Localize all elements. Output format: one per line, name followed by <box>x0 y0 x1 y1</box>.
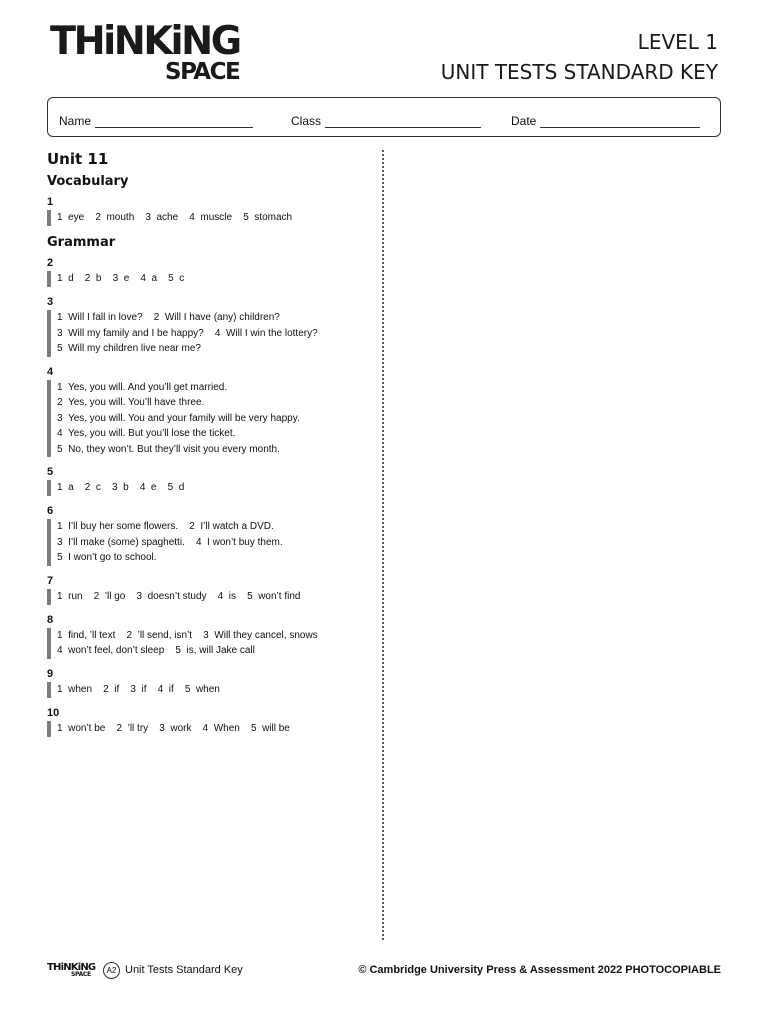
answer-line: 4 won’t feel, don’t sleep 5 is, will Jake call <box>57 645 255 656</box>
answer-list <box>47 310 367 357</box>
answer-line: 1 Will I fall in love? 2 Will I have (any) children? <box>57 312 280 323</box>
answer-list <box>47 589 367 605</box>
question-block <box>47 575 367 605</box>
answer-line: 5 No, they won’t. But they’ll visit you every month. <box>57 443 280 455</box>
answer-line: 1 Yes, you will. And you’ll get married. <box>57 381 228 393</box>
question-block <box>47 196 367 226</box>
header-titles <box>441 28 718 88</box>
answer-key-column <box>47 150 367 746</box>
answer-line: 1 run 2 ’ll go 3 doesn’t study 4 is 5 won’t find <box>57 590 301 602</box>
copyright-notice: © Cambridge University Press & Assessment 2022 PHOTOCOPIABLE <box>358 964 721 976</box>
answer-list <box>47 210 367 226</box>
logo-wordmark-top: THiNKiNG <box>50 19 240 64</box>
grammar-heading: Grammar <box>47 235 116 250</box>
logo-wordmark-bottom: SPACE <box>165 59 240 85</box>
answer-list <box>47 480 367 496</box>
answer-line: 1 find, ’ll text 2 ’ll send, isn’t 3 Will they cancel, snows <box>57 629 318 641</box>
question-block <box>47 505 367 566</box>
question-number: 6 <box>47 505 54 517</box>
answer-line: 1 a 2 c 3 b 4 e 5 d <box>57 482 185 493</box>
answer-line: 1 when 2 if 3 if 4 if 5 when <box>57 683 220 695</box>
column-divider <box>382 150 384 940</box>
question-number: 8 <box>47 613 54 626</box>
level-badge: A2 <box>103 962 120 979</box>
answer-line: 2 Yes, you will. You’ll have three. <box>57 397 205 408</box>
question-block <box>47 668 367 698</box>
answer-line: 1 won’t be 2 ’ll try 3 work 4 When 5 will be <box>57 722 290 734</box>
question-number: 10 <box>47 706 60 719</box>
question-number: 1 <box>47 196 54 208</box>
answer-list <box>47 721 367 737</box>
answer-list <box>47 628 367 659</box>
date-field[interactable] <box>511 114 700 128</box>
name-line[interactable] <box>95 116 253 128</box>
page-footer <box>47 962 721 980</box>
answer-list <box>47 380 367 458</box>
name-label: Name <box>59 114 92 128</box>
answer-line: 1 eye 2 mouth 3 ache 4 muscle 5 stomach <box>57 212 293 223</box>
class-line[interactable] <box>325 116 481 128</box>
question-number: 2 <box>47 257 54 269</box>
date-line[interactable] <box>540 116 700 128</box>
answer-list <box>47 271 367 287</box>
footer-logo-bottom: SPACE <box>71 971 91 978</box>
document-title: UNIT TESTS STANDARD KEY <box>440 60 718 84</box>
answer-line: 3 I’ll make (some) spaghetti. 4 I won’t buy them. <box>57 536 283 548</box>
thinking-space-logo <box>50 19 290 85</box>
answer-line: 1 d 2 b 3 e 4 a 5 c <box>57 273 185 284</box>
student-info-box <box>47 97 721 137</box>
date-label: Date <box>511 114 537 128</box>
answer-line: 1 I’ll buy her some flowers. 2 I’ll watch a DVD. <box>57 521 274 532</box>
answer-line: 3 Yes, you will. You and your family will be very happy. <box>57 412 300 424</box>
question-block <box>47 614 367 659</box>
question-block <box>47 366 367 458</box>
question-number: 4 <box>47 365 54 378</box>
answer-line: 3 Will my family and I be happy? 4 Will I win the lottery? <box>57 327 318 339</box>
unit-title: Unit 11 <box>47 150 109 168</box>
question-number: 5 <box>47 466 54 478</box>
class-label: Class <box>291 114 322 128</box>
question-block <box>47 466 367 496</box>
answer-line: 5 I won’t go to school. <box>57 552 157 563</box>
question-number: 3 <box>47 296 54 308</box>
footer-logo-top: THiNKiNG <box>47 962 96 973</box>
answer-list <box>47 682 367 698</box>
answer-line: 4 Yes, you will. But you’ll lose the ticket. <box>57 428 236 439</box>
level-label: LEVEL 1 <box>637 30 718 54</box>
vocabulary-heading: Vocabulary <box>47 174 129 189</box>
question-block <box>47 257 367 287</box>
question-number: 9 <box>47 667 54 680</box>
answer-line: 5 Will my children live near me? <box>57 343 201 354</box>
question-block <box>47 296 367 357</box>
class-field[interactable] <box>291 114 481 128</box>
question-block <box>47 707 367 737</box>
answer-list <box>47 519 367 566</box>
name-field[interactable] <box>59 114 253 128</box>
footer-doc-label: Unit Tests Standard Key <box>125 964 243 976</box>
question-number: 7 <box>47 574 54 587</box>
